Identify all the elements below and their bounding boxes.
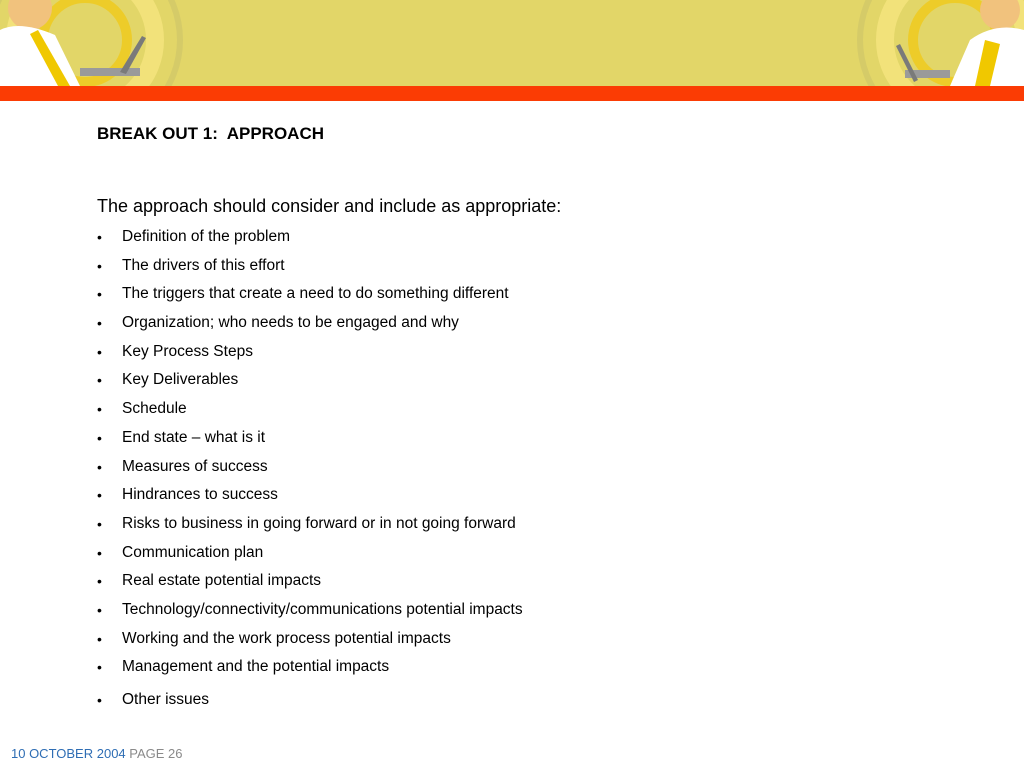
- bullet-icon: •: [97, 372, 102, 389]
- list-item-label: Working and the work process potential impacts: [122, 629, 451, 647]
- list-item: [97, 283, 523, 312]
- footer-page: PAGE 26: [129, 746, 183, 761]
- list-item: [97, 689, 523, 718]
- list-item: [97, 570, 523, 599]
- bullet-icon: •: [97, 229, 102, 245]
- slide-title: BREAK OUT 1: APPROACH: [97, 124, 324, 143]
- list-item-label: The drivers of this effort: [122, 256, 285, 274]
- list-item-label: Key Process Steps: [122, 342, 253, 360]
- header-banner: [0, 0, 1024, 86]
- list-item: [97, 628, 523, 657]
- list-item-label: Organization; who needs to be engaged and why: [122, 314, 459, 332]
- bullet-icon: •: [97, 544, 102, 561]
- list-item-label: Communication plan: [122, 543, 264, 561]
- list-item: [97, 484, 523, 513]
- list-item: [97, 542, 523, 571]
- bullet-icon: •: [97, 257, 102, 274]
- bullet-icon: •: [97, 401, 102, 418]
- list-item: [97, 456, 523, 485]
- list-item: [97, 226, 523, 255]
- list-item-label: End state – what is it: [122, 428, 266, 446]
- bullet-icon: •: [97, 573, 102, 590]
- bullet-icon: •: [97, 515, 102, 532]
- list-item: [97, 341, 523, 370]
- bullet-icon: •: [97, 458, 102, 475]
- intro-text: The approach should consider and include as appropriate:: [97, 196, 562, 216]
- bullet-icon: •: [97, 343, 102, 360]
- list-item-label: Technology/connectivity/communications potential impacts: [122, 600, 523, 618]
- list-item-label: Definition of the problem: [122, 228, 291, 245]
- bullet-icon: •: [97, 601, 102, 618]
- list-item-label: Risks to business in going forward or in not going forward: [122, 514, 516, 532]
- list-item: [97, 369, 523, 398]
- header-stripe: [0, 86, 1024, 101]
- bullet-icon: •: [97, 286, 102, 303]
- footer-date: 10 OCTOBER 2004: [11, 746, 126, 761]
- bullet-icon: •: [97, 487, 102, 504]
- list-item: [97, 599, 523, 628]
- list-item: [97, 656, 523, 685]
- list-item: [97, 427, 523, 456]
- footer: [11, 746, 183, 761]
- bullet-list: [97, 226, 523, 718]
- bullet-icon: •: [97, 659, 102, 676]
- list-item-label: Real estate potential impacts: [122, 572, 322, 590]
- banner-illustration: [0, 0, 1024, 86]
- bullet-icon: •: [97, 692, 102, 708]
- list-item: [97, 398, 523, 427]
- bullet-icon: •: [97, 429, 102, 446]
- list-item: [97, 255, 523, 284]
- list-item: [97, 513, 523, 542]
- list-item-label: Key Deliverables: [122, 371, 239, 389]
- list-item-label: Measures of success: [122, 457, 268, 475]
- bullet-icon: •: [97, 630, 102, 647]
- list-item-label: Schedule: [122, 400, 187, 418]
- list-item: [97, 312, 523, 341]
- list-item-label: Other issues: [122, 691, 210, 708]
- list-item-label: Hindrances to success: [122, 486, 278, 504]
- bullet-icon: •: [97, 315, 102, 332]
- list-item-label: Management and the potential impacts: [122, 658, 390, 676]
- list-item-label: The triggers that create a need to do something different: [122, 285, 509, 303]
